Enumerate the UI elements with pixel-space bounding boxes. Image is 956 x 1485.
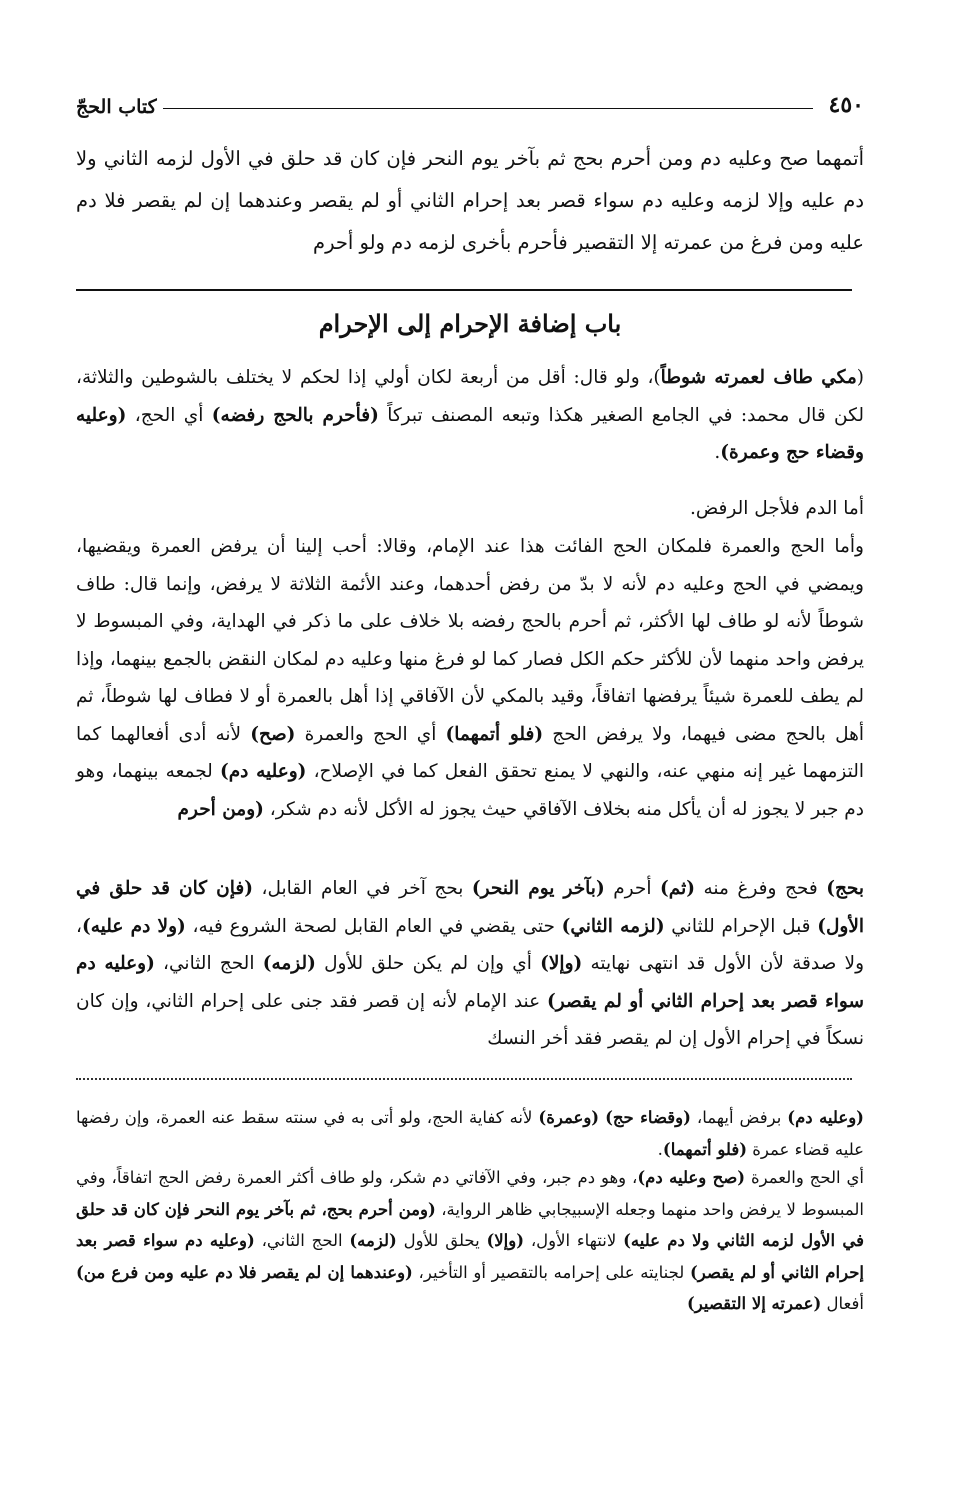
commentary-paragraph-2: أما الدم فلأجل الرفض. [690,498,864,519]
footnote-paragraph-2 [76,1162,864,1320]
matn-quote: (لزمه) [262,953,316,974]
running-header [76,82,864,118]
matn-quote: (ومن أحرم بحج، ثم بآخر يوم النحر فإن كان قد حلق في الأول لزمه الثاني ولا دم عليه) [76,1199,865,1250]
text-segment: لأنه كفاية الحج، ولو أتى به في سنته سقط عنه العمرة، وإن رفضها عليه قضاء عمرة [76,1108,864,1159]
section-heading: باب إضافة الإحرام إلى الإحرام [318,309,622,338]
matn-quote: (فلو أتمهما) [445,723,544,745]
matn-quote: (صح) [250,723,296,745]
text-segment: لانتهاء الأول، [524,1231,624,1250]
text-segment: أي الحج والعمرة [295,723,446,745]
text-segment: فحج وفرغ منه [694,878,827,899]
text-segment: ، ولا صدقة لأن الأول قد انتهى نهايته [76,915,864,974]
text-segment: . [714,442,721,463]
book-title: كتاب الحجّ [76,96,157,118]
text-segment: لجنايته على إحرامه بالتقصير أو التأخير، [412,1262,690,1282]
matn-quote: (وعليه دم سواء قصر بعد إحرام الثاني أو لم يقصر) [76,1231,864,1282]
text-segment: يحلق للأول [396,1231,487,1250]
matn-quote: (ولا دم عليه) [81,915,186,937]
text-segment: لجمعه بينهما، وهو دم جبر لا يجوز له أن يأكل منه بخلاف الآفاقي حيث يجوز له الأكل لأنه دم شكر، [76,761,864,820]
matn-quote: (فإن كان قد حلق في الأول) [76,878,865,937]
matn-quote: (وعليه دم) [219,761,307,782]
text-segment: أي الحج، [126,404,212,426]
text-segment: . [657,1139,663,1159]
matn-quote: (صح وعليه دم) [637,1168,746,1187]
matn-quote: (عمرته إلا التقصير) [686,1294,822,1313]
text-segment: بحج آخر في العام القابل، [253,878,472,899]
text-segment: عند الإمام لأنه إن قصر فقد جنى على إحرام الثاني، وإن كان نسكاً في إحرام الأول إن لم يقصر فقد أخر النسك [76,990,864,1049]
matn-quote: (فأحرم بالحج رفضه) [211,404,379,426]
text-segment: أحرم [604,878,660,899]
matn-quote: (لزمه) [349,1231,397,1250]
text-segment: حتى يقضي في العام القابل لصحة الشروع فيه، [185,915,562,937]
footnote-separator [76,1078,852,1080]
footnote-paragraph-1 [76,1102,864,1165]
page-number: ٤٥٠ [828,92,864,118]
text-segment: الحج الثاني، [254,1231,350,1250]
text-segment: برفض أيهما، [690,1108,788,1127]
matn-quote: (وعليه دم) [787,1108,864,1127]
text-segment: أفعال [821,1294,864,1313]
text-segment: وأما الحج والعمرة فلمكان الحج الفائت هذا عند الإمام، وقالا: أحب إلينا أن يرفض العمرة ويقضيها، ويمضي في الحج وعليه دم لأنه لا بدّ من رفض أحدهما، وعند الأئمة الثلاثة لا يرفض، وإنما قال: طاف شوطاً لأنه لو طاف لها الأكثر، ثم أحرم بالحج رفضه بلا خلاف على ما ذكر في الهداية، وفي المبسوط لا يرفض واحد منهما لأن للأكثر حكم الكل فصار كما لو فرغ منها وعليه دم لمكان النقض بالجمع بينهما، وإذا لم يطف للعمرة شيئاً يرفضها اتفاقاً، وقيد بالمكي لأن الآفاقي إذا أهل بالعمرة أو لا فطاف لها شوطاً، ثم أهل بالحج مضى فيهما، ولا يرفض الحج [76,536,864,745]
matn-quote: (وإلا) [486,1231,525,1250]
text-segment: أي الحج والعمرة [745,1168,864,1187]
matn-quote: (وعمرة) [538,1108,600,1127]
header-rule [163,108,813,109]
text-segment: قبل الإحرام للثاني [664,915,818,937]
text-segment: الحج الثاني، [154,953,263,974]
commentary-paragraph-4 [76,870,864,1058]
matn-quote: (ثم) [660,878,695,899]
text-segment: )، ولو قال: أقل من أربعة لكان أولي إذا لحكم لا يختلف بالشوطين والثلاثة، لكن قال محمد: في الجامع الصغير هكذا وتبعه المصنف تبركاً [76,367,864,426]
matn-text: أتمهما صح وعليه دم ومن أحرم بحج ثم بآخر يوم النحر فإن كان قد حلق في الأول لزمه الثاني ولا دم عليه وإلا لزمه وعليه دم سواء قصر بعد إحرام الثاني أو لم يقصر وعندهما إن لم يقصر فلا دم عليه ومن فرغ من عمرته إلا التقصير فأحرم بأخرى لزمه دم ولو أحرم [76,147,864,254]
matn-quote: بحج) [826,878,865,899]
matn-quote: (ومن أحرم [177,798,264,820]
matn-separator-rule [76,289,852,291]
matn-quote: (وقضاء حج) [605,1108,691,1127]
matn-quote: (فلو أتمهما) [662,1139,748,1159]
matn-quote: (وعليه وقضاء حج وعمرة) [76,404,864,463]
text-segment: لأنه أدى أفعالهما كما التزمهما غير إنه منهي عنه، والنهي لا يمنع تحقق الفعل كما في الإصلاح، [76,723,864,782]
commentary-paragraph-3 [76,528,864,828]
matn-quote: (وعندهما إن لم يقصر فلا دم عليه ومن فرع من) [76,1262,413,1282]
matn-quote: (بآخر يوم النحر) [471,878,605,899]
text-segment: ، وهو دم جبر، وفي الآفاتي دم شكر، ولو طاف أكثر العمرة رفض الحج اتفاقاً، وفي المبسوط لا يرفض واحد منهما وجعله الإسبيجابي ظاهر الرواية، [76,1168,864,1219]
text-segment: أي وإن لم يكن حلق للأول [315,953,541,974]
matn-quote: (لزمه الثاني) [561,915,665,937]
matn-quote: مكي طاف لعمرته شوطاً [660,367,857,388]
matn-quote: (وعليه دم سواء قصر بعد إحرام الثاني أو لم يقصر) [76,953,864,1012]
matn-quote: (وإلا) [540,953,583,974]
text-segment: ( [856,367,865,388]
commentary-paragraph-1 [76,359,864,472]
